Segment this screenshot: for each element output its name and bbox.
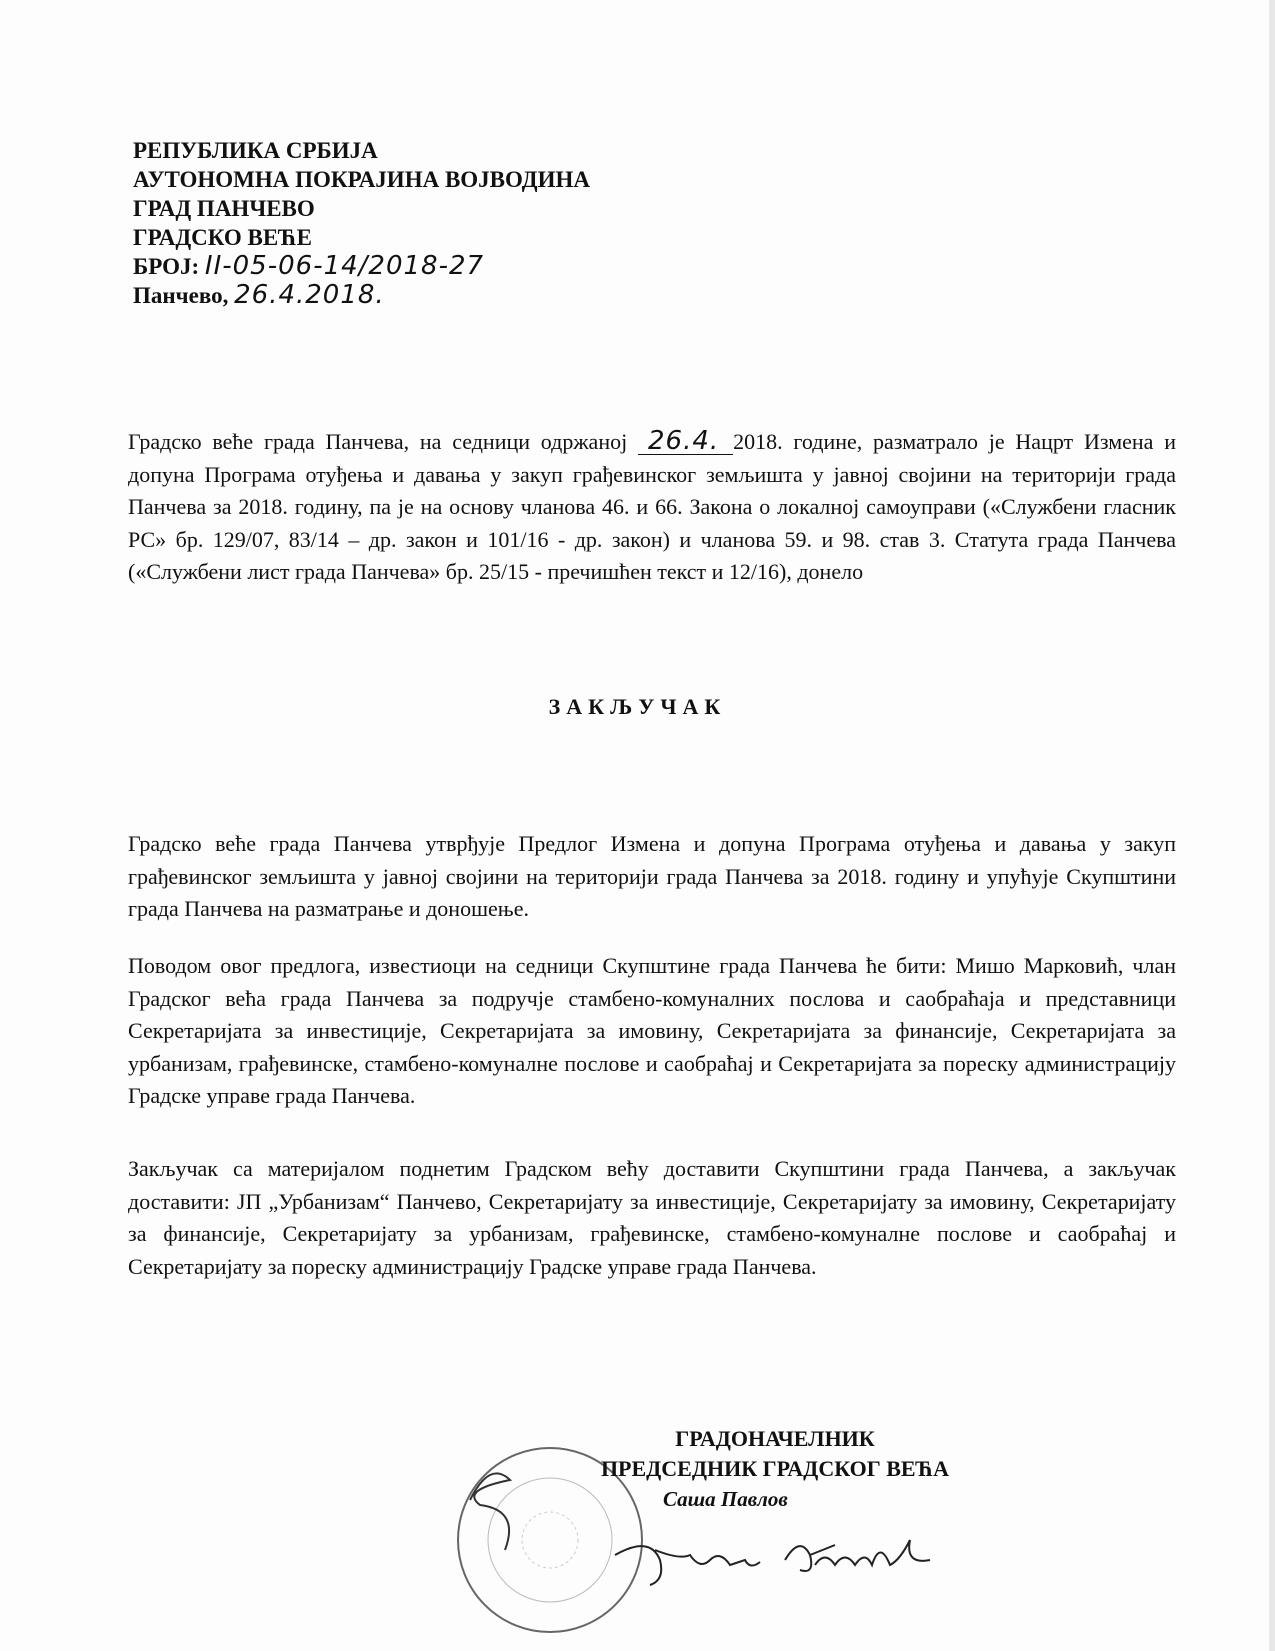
- number-label: БРОЈ:: [133, 254, 200, 279]
- paragraph-1: Градско веће града Панчева утврђује Предлог Измена и допуна Програма отуђења и давања у закуп грађевинског земљишта у јавној својини на територији града Панчева за 2018. годину и упућује Скупштини града Панчева на разматрање и доношење.: [128, 831, 1176, 921]
- header-city: ГРАД ПАНЧЕВО: [133, 196, 315, 221]
- number-handwritten: II-05-06-14/2018-27: [204, 251, 485, 281]
- document-title: ЗАКЉУЧАК: [548, 694, 727, 719]
- intro-paragraph: [128, 426, 1176, 589]
- header-place-date: [133, 281, 590, 310]
- paragraph-2: Поводом овог предлога, известиоци на седници Скупштине града Панчева ће бити: Мишо Марковић, члан Градског већа града Панчева за подручје стамбено-комуналних послова и саобраћаја и представници Секретаријата за инвестиције, Секретаријата за имовину, Секретаријата за финансије, Секретаријата за урбанизам, грађевинске, стамбено-комуналне послове и саобраћај и Секретаријата за пореску администрацију Градске управе града Панчева.: [128, 953, 1176, 1108]
- intro-text-start: Градско веће града Панчева, на седници одржаној: [128, 429, 638, 454]
- header-number: [133, 252, 590, 281]
- mayor-title: ГРАДОНАЧЕЛНИК: [675, 1426, 875, 1451]
- header-council: ГРАДСКО ВЕЋЕ: [133, 225, 312, 250]
- intro-text-rest: 2018. године, разматрало је Нацрт Измена и допуна Програма отуђења и давања у закуп грађевинског земљишта у јавној својини на територији града Панчева за 2018. годину, па је на основу чланова 46. и 66. Закона о локалној самоуправи («Службени гласник РС» бр. 129/07, 83/14 – др. закон и 101/16 - др. закон) и чланова 59. и 98. став 3. Статута града Панчева («Службени лист града Панчева» бр. 25/15 - пречишћен текст и 12/16), донело: [128, 429, 1176, 584]
- signatory-name: Саша Павлов: [663, 1487, 788, 1511]
- place-label: Панчево,: [133, 283, 229, 308]
- council-president-title: ПРЕДСЕДНИК ГРАДСКОГ ВЕЋА: [600, 1456, 950, 1481]
- session-date-handwritten: 26.4.: [638, 428, 733, 455]
- date-handwritten: 26.4.2018.: [234, 280, 385, 310]
- scan-edge: [1269, 0, 1275, 1651]
- header-republic: РЕПУБЛИКА СРБИЈА: [133, 138, 378, 163]
- handwritten-signature: [610, 1530, 940, 1590]
- document-header: [133, 136, 590, 310]
- header-province: АУТОНОМНА ПОКРАЈИНА ВОЈВОДИНА: [133, 167, 590, 192]
- paragraph-3: Закључак са материјалом поднетим Градском већу доставити Скупштини града Панчева, а закључак доставити: ЈП „Урбанизам“ Панчево, Секретаријату за инвестиције, Секретаријату за имовину, Секретаријату за финансије, Секретаријату за урбанизам, грађевинске, стамбено-комуналне послове и саобраћај и Секретаријату за пореску администрацију Градске управе града Панчева.: [128, 1156, 1176, 1279]
- signature-block: [545, 1424, 1005, 1514]
